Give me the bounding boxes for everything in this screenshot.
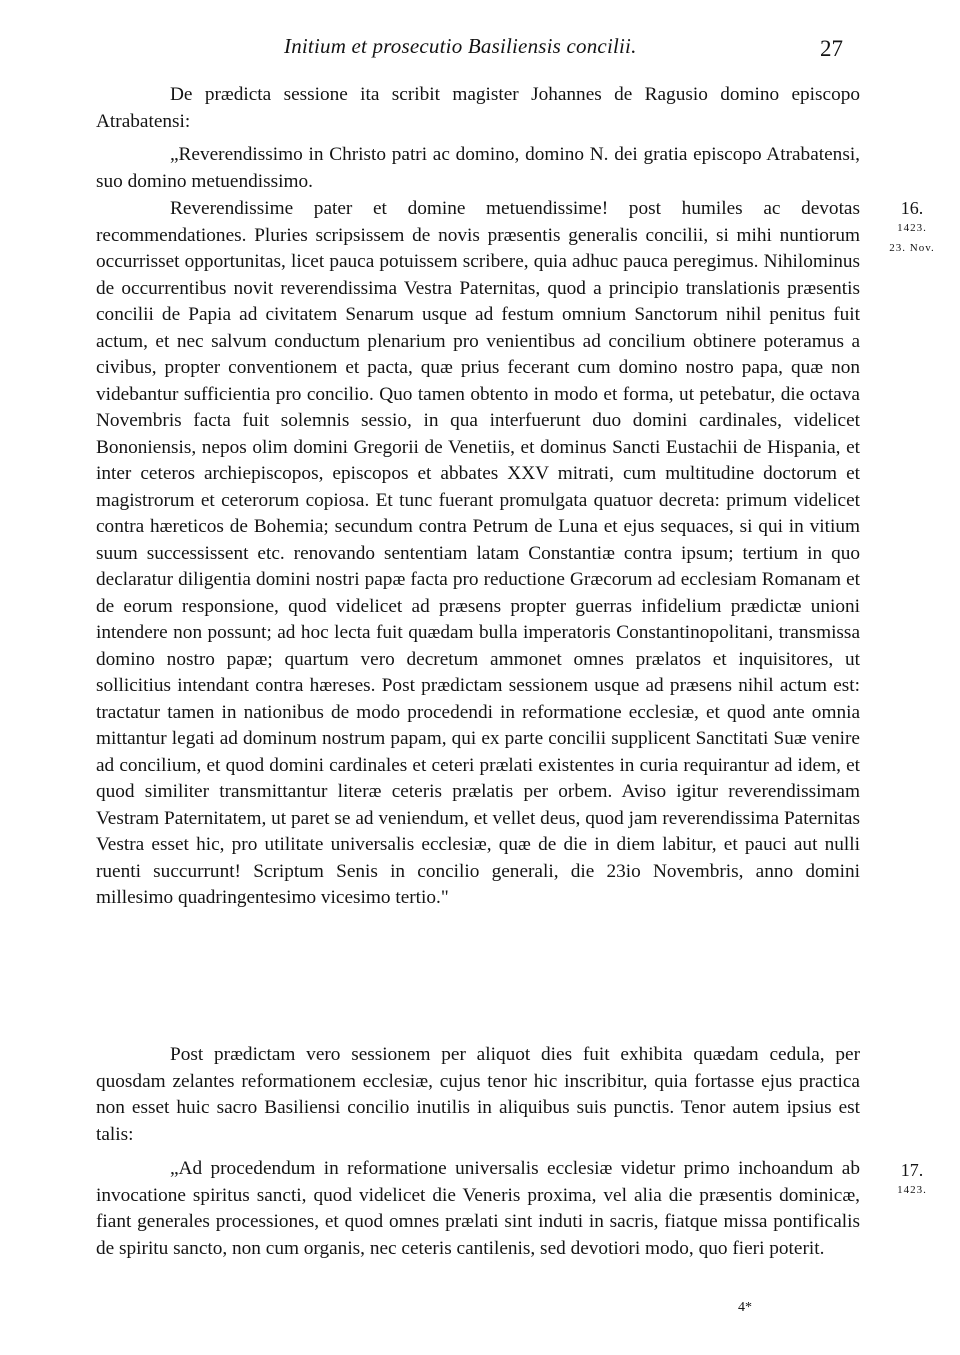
paragraph-cedula-intro xyxy=(96,1042,860,1148)
margin-note-16 xyxy=(884,198,940,258)
margin-note-year: 1423. xyxy=(897,222,927,234)
page-number: 27 xyxy=(820,36,843,61)
paragraph: „Reverendissimo in Christo patri ac domino, domino N. dei gratia episcopo Atrabatensi, suo domino metuendissimo. xyxy=(96,144,860,192)
paragraph-cedula-text xyxy=(96,1156,860,1262)
margin-note-number: 17. xyxy=(900,1160,924,1180)
paragraph-intro xyxy=(96,82,860,135)
paragraph: De prædicta sessione ita scribit magister Johannes de Ragusio domino episcopo Atrabatensi: xyxy=(96,84,860,132)
header-title: Initium et prosecutio Basiliensis concilii. xyxy=(284,34,637,58)
signature-mark: 4* xyxy=(738,1300,752,1315)
paragraph: „Ad procedendum in reformatione universalis ecclesiæ videtur primo inchoandum ab invocatione spiritus sancti, quod videlicet die Veneris proxima, vel alia die præsentis dominicæ, fiant generales processiones, et quod omnes prælati sint induti in sacris, fiatque missa pontificalis de spiritu sancto, non cum organis, nec ceteris cantilenis, sed devotiori modo, quo fieri poterit. xyxy=(96,1158,860,1259)
margin-note-number: 16. xyxy=(900,198,924,218)
paragraph: Post prædictam vero sessionem per aliquot dies fuit exhibita quædam cedula, per quosdam zelantes reformationem ecclesiæ, cujus tenor hic inscribitur, quia fortasse ejus practica non esset huic sacro Basiliensi concilio inutilis in aliquibus suis punctis. Tenor autem ipsius est talis: xyxy=(96,1044,860,1145)
margin-note-year: 1423. xyxy=(897,1184,927,1196)
paragraph-salutation xyxy=(96,142,860,195)
paragraph: Reverendissime pater et domine metuendissime! post humiles ac devotas recommendationes. Pluries scripsissem de novis præsentis generalis concilii, si mihi nuntiorum occurrisset opportunitas, licet pauca potuissem scribere, quia adhuc pauca peregimus. Nihilominus de occurrentibus novit reverendissima Vestra Paternitas, quod a principio translationis præsentis concilii de Papia ad civitatem Senarum usque ad festum omnium Sanctorum nihil penitus fuit actum, et nec salvum conductum plenarium pro venientibus ad concilium obtinere poteramus a civibus, propter conventionem et pacta, quæ prius fecerant cum domino nostro papa, quæ non videbantur sufficientia pro concilio. Quo tamen obtento in modo et forma, ut petebatur, die octava Novembris facta fuit solemnis sessio, in qua interfuerunt duo domini cardinales, videlicet Bononiensis, nepos olim domini Gregorii de Venetiis, et dominus Sancti Eustachii de Hispania, et inter ceteros archiepiscopos, episcopos et abbates XXV mitrati, cum multitudine doctorum et magistrorum et ceterorum copiosa. Et tunc fuerant promulgata quatuor decreta: primum videlicet contra hæreticos de Bohemia; secundum contra Petrum de Luna et ejus sequaces, si qui in vitium suum successissent etc. renovando sententiam latam Constantiæ contra ipsum; tertium in quo declaratur diligentia domini nostri papæ facta pro reductione Græcorum ad ecclesiam Romanam et de eorum responsione, quod videlicet ad præsens propter guerras infidelium prædictæ unioni intendere non possunt; ad hoc lecta fuit quædam bulla imperatoris Constantinopolitani, transmissa domino nostro papæ; quartum vero decretum ammonet omnes prælatos et inquisitores, ut sollicitius intendant contra hæreses. Post prædictam sessionem usque ad præsens nihil actum est: tractatur tamen in nationibus de modo procedendi in reformatione ecclesiæ, et quod ante omnia mittantur legati ad dominum nostrum papam, qui ex parte concilii supplicent Sanctitati Suæ venire ad concilium, et quod domini cardinales et ceteri prælati existentes in curia requirantur ad idem, et quod similiter transmittantur literæ ceteris prælatis per orbem. Aviso igitur reverendissimam Vestram Paternitatem, ut paret se ad veniendum, et vellet deus, quod jam reverendissima Paternitas Vestra esset hic, pro utilitate universalis ecclesiæ, quæ de die in diem labitur, et pauci aut nulli ruenti succurrunt! Scriptum Senis in concilio generali, die 23io Novembris, anno domini millesimo quadringentesimo vicesimo tertio." xyxy=(96,198,860,908)
margin-note-date: 23. Nov. xyxy=(889,242,935,254)
paragraph-letter-body xyxy=(96,196,860,912)
margin-note-17 xyxy=(884,1160,940,1200)
